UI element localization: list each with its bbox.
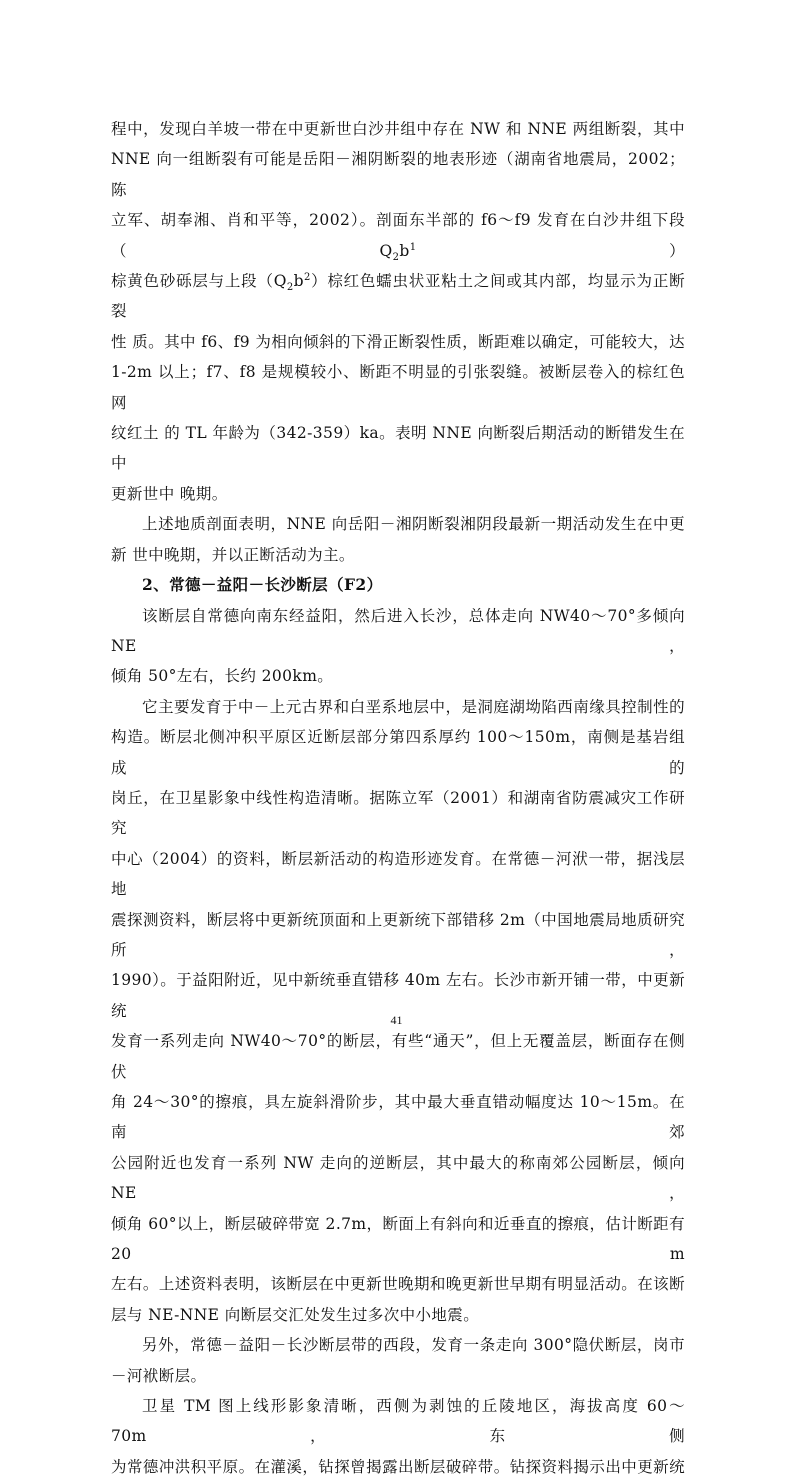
page-number: 41 (390, 1013, 403, 1027)
stratum-code-q2b2: $Q_2b^2$ (273, 271, 311, 294)
text-line: 上述地质剖面表明，NNE 向岳阳－湘阴断裂湘阴段最新一期活动发生在中更 (142, 515, 685, 534)
paragraph-fault-overview (111, 601, 685, 692)
text-segment: 棕黄色砂砾层与上段（ (111, 272, 274, 291)
text-line: 另外，常德－益阳－长沙断层带的西段，发育一条走向 300°隐伏断层，岗市 (142, 1336, 685, 1355)
text-line: 更新世中 晚期。 (111, 484, 228, 503)
text-line (111, 266, 685, 327)
text-line (111, 205, 685, 266)
paragraph-fault-activity (111, 692, 685, 1331)
text-line: 左右。上述资料表明，该断层在中更新世晚期和晚更新世早期有明显活动。在该断 (111, 1275, 685, 1294)
text-line: 岗丘，在卫星影象中线性构造清晰。据陈立军（2001）和湖南省防震减灾工作研究 (111, 788, 685, 838)
text-line: 程中，发现白羊坡一带在中更新世白沙井组中存在 NW 和 NNE 两组断裂，其中 (111, 120, 685, 138)
stratum-code-q2b1: $Q_2b^1$ (379, 241, 417, 263)
text-segment: ） (416, 241, 685, 260)
paragraph-western-segment (111, 1330, 685, 1391)
body-text (111, 114, 685, 1482)
text-line: 震探测资料，断层将中更新统顶面和上更新统下部错移 2m（中国地震局地质研究所， (111, 910, 685, 959)
text-line: 为常德冲洪积平原。在灌溪，钻探曾揭露出断层破碎带。钻探资料揭示出中更新统 (111, 1457, 685, 1476)
text-line: 中心（2004）的资料，断层新活动的构造形迹发育。在常德－河洑一带，据浅层地 (111, 849, 685, 899)
text-segment: 立军、胡奉湘、肖和平等，2002）。剖面东半部的 f6～f9 发育在白沙井组下段（ (111, 211, 685, 260)
text-line: NNE 向一组断裂有可能是岳阳－湘阴断裂的地表形迹（湖南省地震局，2002；陈 (111, 150, 685, 199)
text-line: 发育一系列走向 NW40～70°的断层，有些“通天”，但上无覆盖层，断面存在侧伏 (111, 1032, 685, 1081)
paragraph-satellite-evidence (111, 1391, 685, 1482)
paragraph-profile-conclusion (111, 509, 685, 570)
text-line: －河袱断层。 (111, 1366, 207, 1385)
text-line: 角 24～30°的擦痕，具左旋斜滑阶步，其中最大垂直错动幅度达 10～15m。在南郊 (111, 1093, 685, 1142)
text-line: 1-2m 以上；f7、f8 是规模较小、断距不明显的引张裂缝。被断层卷入的棕红色网 (111, 363, 685, 412)
text-line: 性 质。其中 f6、f9 为相向倾斜的下滑正断裂性质，断距难以确定，可能较大，达 (111, 332, 685, 351)
text-line: 新 世中晚期，并以正断活动为主。 (111, 545, 355, 564)
section-heading: 2、常德－益阳－长沙断层（F2） (142, 575, 383, 595)
paragraph-profile-continuation (111, 114, 685, 509)
text-line: 构造。断层北侧冲积平原区近断层部分第四系厚约 100～150m，南侧是基岩组成的 (111, 728, 685, 777)
text-line: 1990）。于益阳附近，见中新统垂直错移 40m 左右。长沙市新开铺一带，中更新统 (111, 971, 685, 1020)
text-line: 公园附近也发育一系列 NW 走向的逆断层，其中最大的称南郊公园断层，倾向 NE， (111, 1153, 685, 1203)
text-segment: ）棕红色蠕虫状亚粘土之间或其内部，均显示为正断裂 (111, 272, 685, 321)
text-line: 它主要发育于中－上元古界和白垩系地层中，是洞庭湖坳陷西南缘具控制性的 (142, 697, 685, 716)
text-line: 倾角 50°左右，长约 200km。 (111, 667, 334, 686)
text-line: 倾角 60°以上，断层破碎带宽 2.7m，断面上有斜向和近垂直的擦痕，估计断距有 20 m (111, 1214, 685, 1264)
text-line: 层与 NE-NNE 向断层交汇处发生过多次中小地震。 (111, 1305, 480, 1324)
text-line: 该断层自常德向南东经益阳，然后进入长沙，总体走向 NW40～70°多倾向 NE， (111, 606, 685, 655)
text-line: 纹红土 的 TL 年龄为（342-359）ka。表明 NNE 向断裂后期活动的断错发生在中 (111, 424, 685, 473)
text-line: 卫星 TM 图上线形影象清晰，西侧为剥蚀的丘陵地区，海拔高度 60～70m，东侧 (111, 1397, 685, 1446)
